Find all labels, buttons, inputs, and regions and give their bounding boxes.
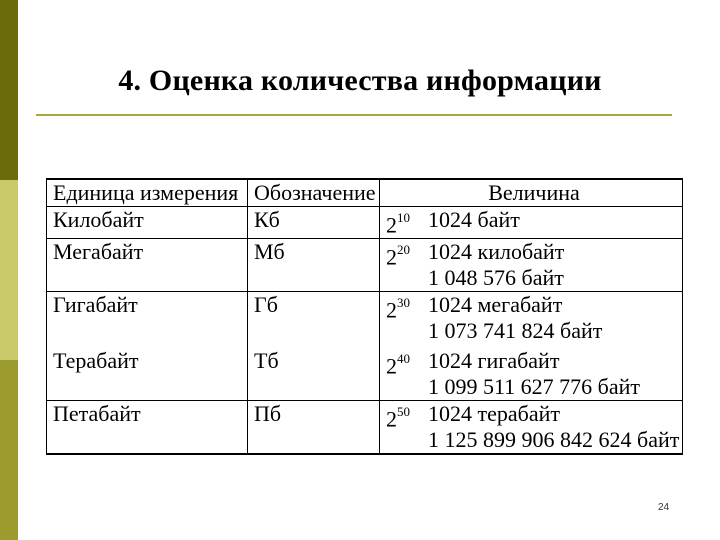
value-line: 1 073 741 824 байт (428, 318, 603, 344)
power-of-two: $2^{50}$ (386, 404, 410, 432)
value-line: 1 099 511 627 776 байт (428, 374, 641, 400)
value-line: 1024 мегабайт (428, 292, 563, 318)
value-line: 1024 терабайт (428, 401, 560, 427)
unit-symbol: Гб Тб (248, 292, 380, 401)
unit-name: Гигабайт Терабайт (47, 292, 248, 401)
unit-value (380, 292, 683, 401)
unit-symbol: Кб (248, 207, 380, 239)
value-line: 1 048 576 байт (428, 265, 564, 291)
power-of-two: $2^{30}$ (386, 295, 410, 323)
header-symbol: Обозначение (248, 179, 380, 207)
table-row (47, 207, 683, 239)
power-of-two: $2^{10}$ (386, 210, 410, 238)
unit-name: Петабайт (47, 401, 248, 455)
slide-title: 4. Оценка количества информации (118, 64, 602, 97)
value-line: 1024 килобайт (428, 239, 565, 265)
sidebar-segment-bottom (0, 360, 18, 540)
table-header-row (47, 179, 683, 207)
table-row (47, 239, 683, 292)
table-row (47, 292, 683, 401)
header-value: Величина (380, 179, 683, 207)
power-of-two: $2^{20}$ (386, 242, 410, 270)
units-table (46, 178, 683, 455)
value-line: 1024 байт (428, 207, 520, 232)
unit-value (380, 401, 683, 455)
unit-symbol: Пб (248, 401, 380, 455)
unit-symbol: Тб (254, 348, 279, 374)
unit-name: Мегабайт (47, 239, 248, 292)
value-line: 1024 гигабайт (428, 348, 560, 374)
table-row (47, 401, 683, 455)
power-of-two: $2^{40}$ (386, 351, 410, 379)
unit-name: Терабайт (53, 348, 139, 374)
page-number: 24 (658, 502, 670, 513)
unit-value (380, 207, 683, 239)
value-line: 1 125 899 906 842 624 байт (428, 427, 680, 453)
unit-name: Килобайт (47, 207, 248, 239)
title-underline (36, 114, 672, 116)
header-unit: Единица измерения (47, 179, 248, 207)
unit-symbol: Мб (248, 239, 380, 292)
sidebar-segment-middle (0, 180, 18, 360)
unit-value (380, 239, 683, 292)
